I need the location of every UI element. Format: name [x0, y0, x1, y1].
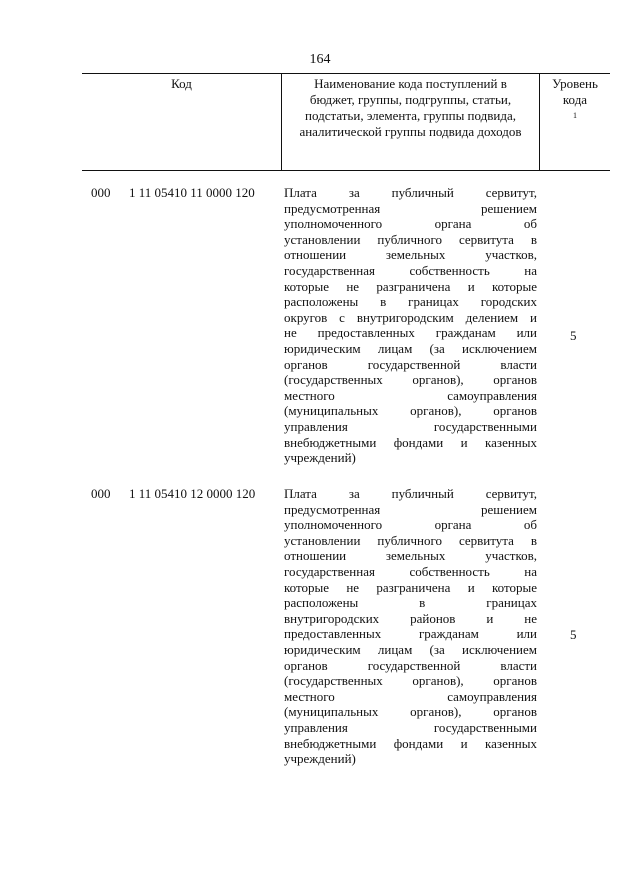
header-level-line: Уровень [552, 76, 598, 91]
header-level-word: кода [562, 92, 588, 107]
description-line: государственная собственность на [284, 563, 537, 579]
description-line: уполномоченного органа об [284, 517, 537, 533]
description-line: внебюджетными фондами и казенных [284, 735, 537, 751]
description-line: отношении земельных участков, [284, 548, 537, 564]
description-line: органов государственной власти [284, 657, 537, 673]
description-line: которые не разграничена и которые [284, 278, 537, 294]
description-line: установлении публичного сервитута в [284, 532, 537, 548]
description-line: Плата за публичный сервитут, [284, 185, 537, 200]
page-number: 164 [309, 52, 331, 67]
description-line: (муниципальных органов), органов [284, 403, 537, 419]
description-line: отношении земельных участков, [284, 247, 537, 263]
header-name-column [282, 74, 540, 170]
description-line: уполномоченного органа об [284, 216, 537, 232]
description-line: предусмотренная решением [284, 501, 537, 517]
description-line: юридическим лицам (за исключением [284, 340, 537, 356]
header-level-line [540, 92, 610, 124]
description-line: не предоставленных гражданам или [284, 325, 537, 341]
row-level: 5 [570, 627, 577, 642]
description-line: внебюджетными фондами и казенных [284, 434, 537, 450]
description-line: (государственных органов), органов [284, 372, 537, 388]
header-code-column: Код [82, 74, 282, 170]
header-name-line: бюджет, группы, подгруппы, статьи, [309, 92, 512, 107]
description-line: установлении публичного сервитута в [284, 231, 537, 247]
description-line: округов с внутригородским делением и [284, 309, 537, 325]
description-line: которые не разграничена и которые [284, 579, 537, 595]
header-name-line: аналитической группы подвида доходов [299, 124, 522, 139]
header-level-column [540, 74, 610, 170]
header-name-line: подстатьи, элемента, группы подвида, [305, 108, 516, 123]
row-description [284, 185, 537, 466]
description-line: Плата за публичный сервитут, [284, 486, 537, 501]
description-line: местного самоуправления [284, 688, 537, 704]
description-line: органов государственной власти [284, 356, 537, 372]
description-line: местного самоуправления [284, 387, 537, 403]
row-level: 5 [570, 328, 577, 343]
description-line: внутригородских районов и не [284, 610, 537, 626]
row-code: 1 11 05410 12 0000 120 [129, 486, 256, 501]
description-line: предоставленных гражданам или [284, 626, 537, 642]
description-line: учреждений) [284, 450, 356, 466]
description-line: государственная собственность на [284, 262, 537, 278]
footnote-marker: 1 [573, 111, 577, 120]
description-line: (муниципальных органов), органов [284, 704, 537, 720]
description-line: юридическим лицам (за исключением [284, 641, 537, 657]
header-name-line: Наименование кода поступлений в [314, 76, 507, 91]
description-line: (государственных органов), органов [284, 673, 537, 689]
row-prefix: 000 [91, 185, 111, 200]
row-prefix: 000 [91, 486, 111, 501]
row-description [284, 486, 537, 767]
description-line: расположены в границах [284, 595, 537, 611]
row-code: 1 11 05410 11 0000 120 [129, 185, 255, 200]
description-line: предусмотренная решением [284, 200, 537, 216]
description-line: расположены в границах городских [284, 294, 537, 310]
description-line: учреждений) [284, 751, 356, 767]
description-line: управления государственными [284, 418, 537, 434]
table-header [82, 73, 610, 171]
description-line: управления государственными [284, 719, 537, 735]
